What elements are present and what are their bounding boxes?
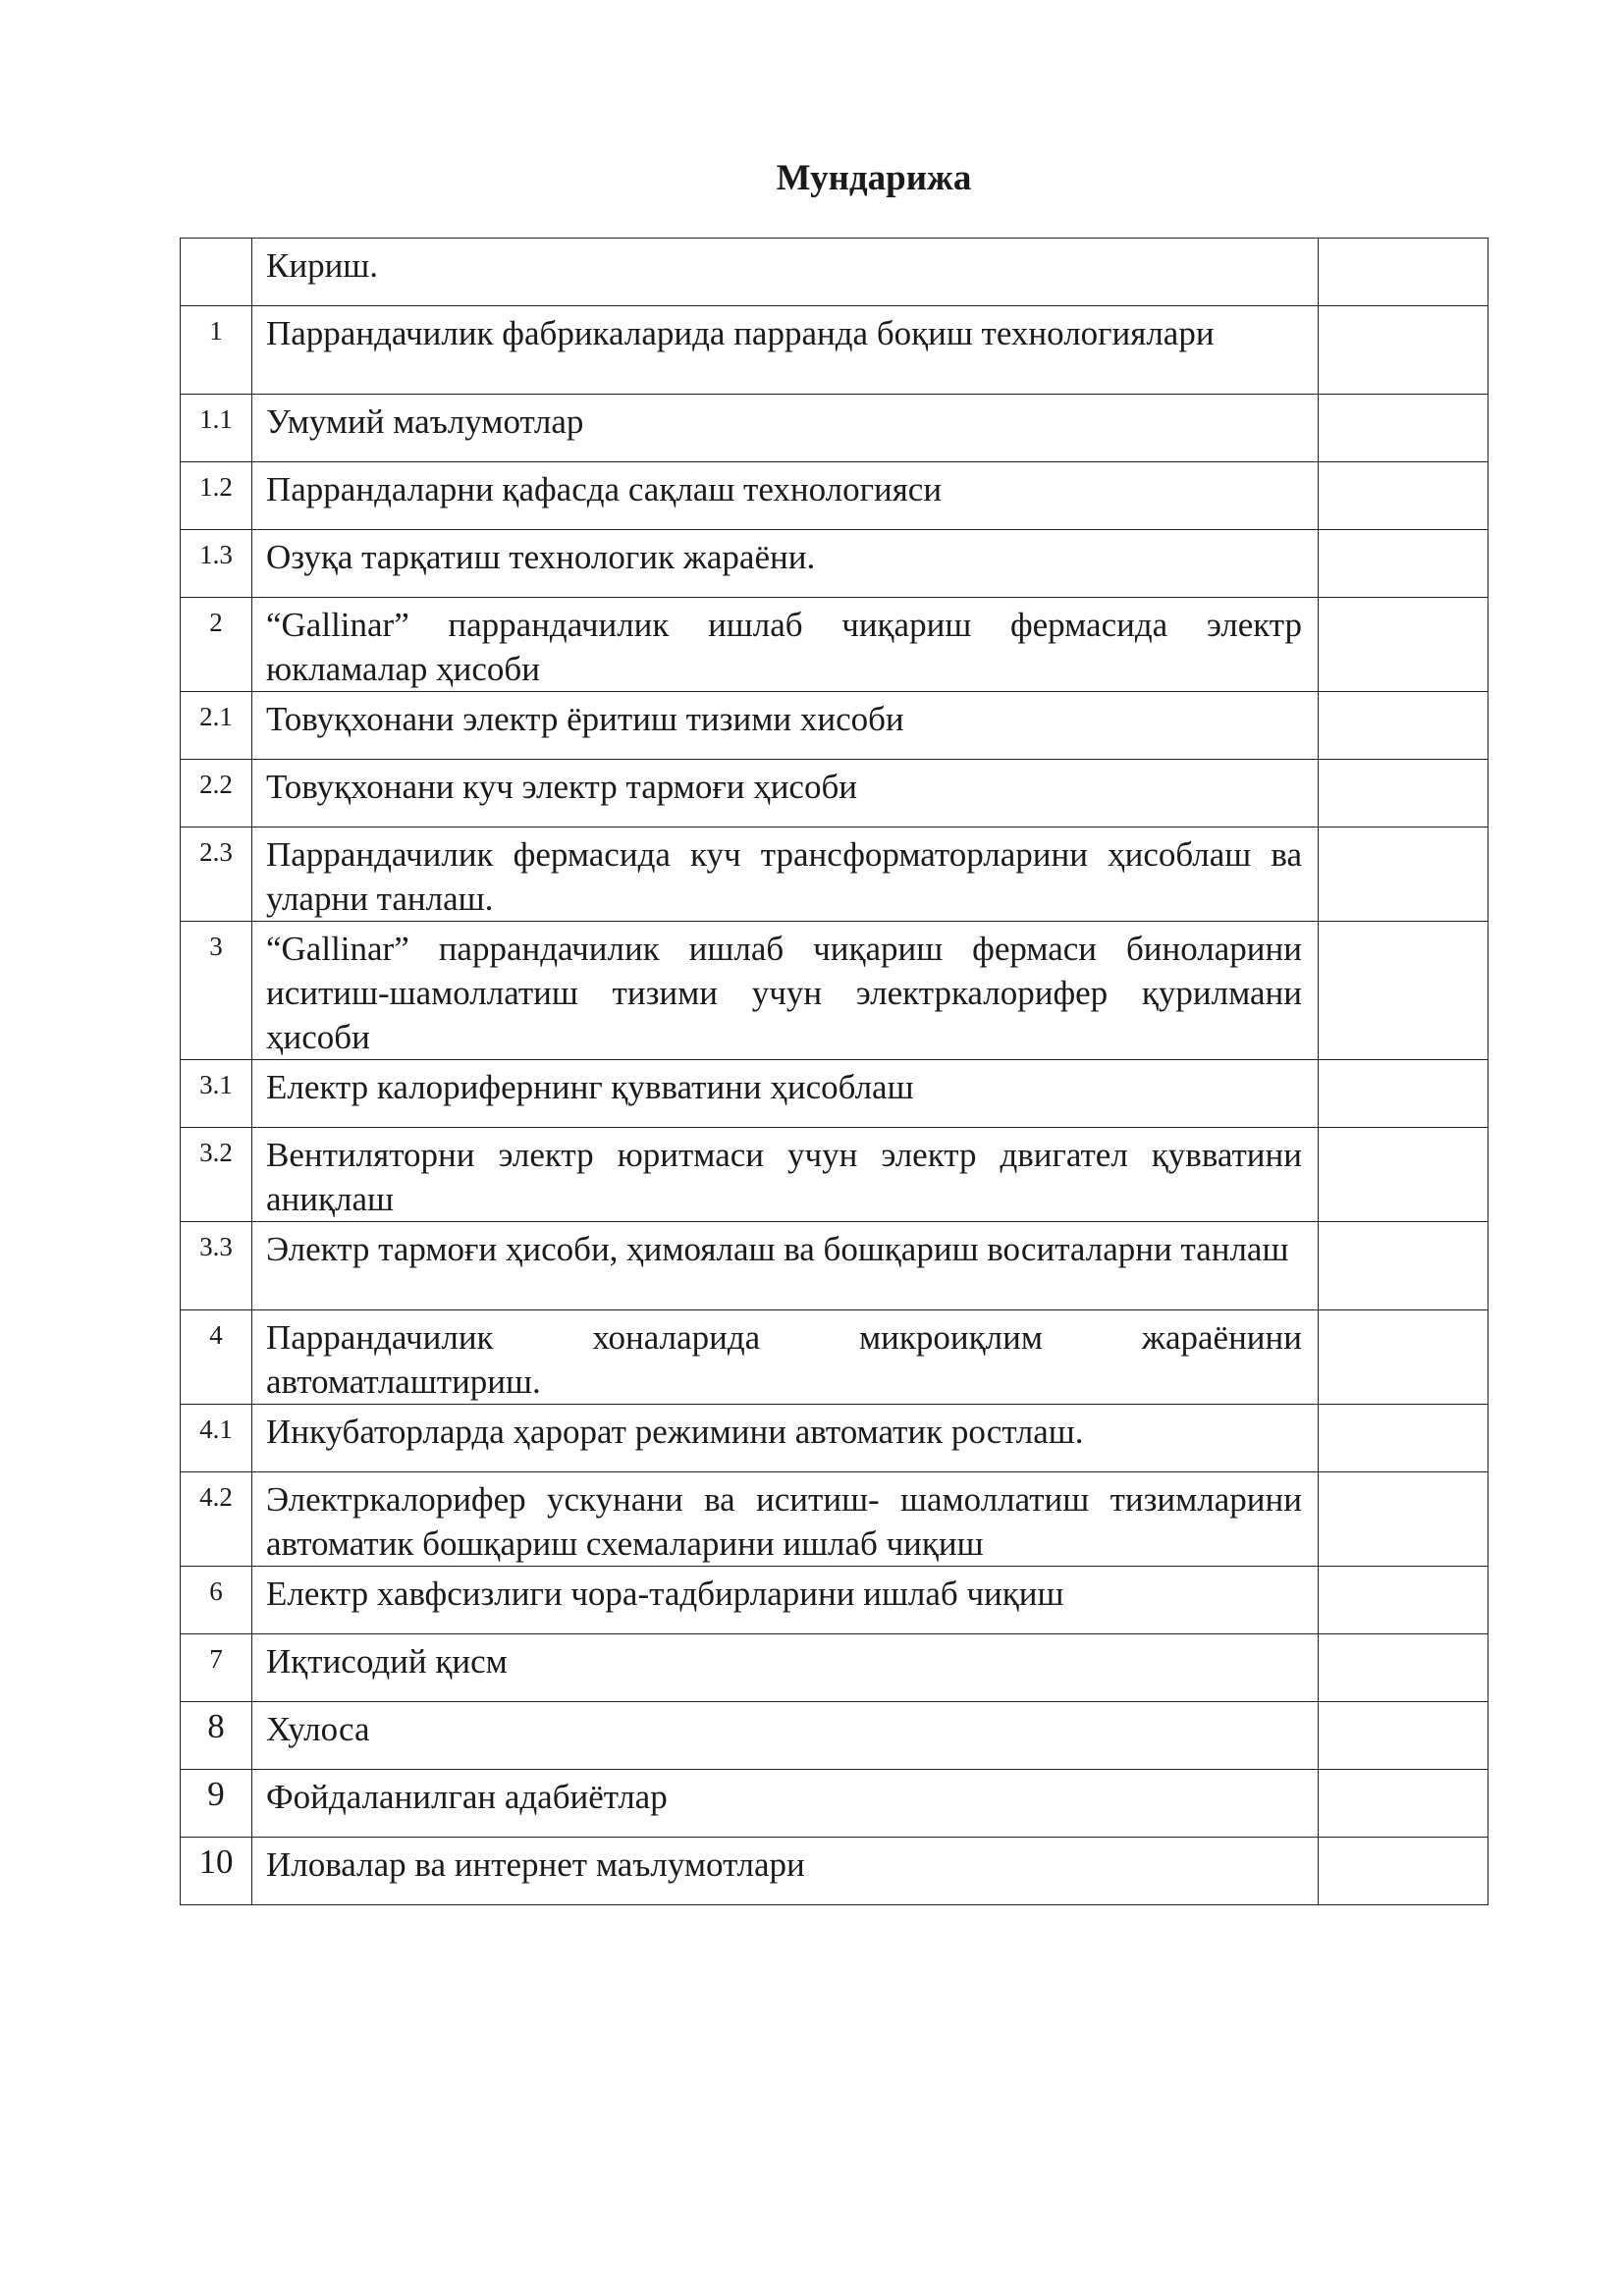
toc-row [181, 1702, 1489, 1770]
toc-row-number: 2.1 [181, 692, 252, 760]
toc-row-title: Кириш. [252, 239, 1319, 306]
toc-row-title: Електр калорифернинг қувватини ҳисоблаш [252, 1060, 1319, 1128]
toc-row-number: 8 [181, 1702, 252, 1770]
toc-row [181, 306, 1489, 395]
toc-row-title: “Gallinar” паррандачилик ишлаб чиқариш фермаси биноларини иситиш-шамоллатиш тизими учун электркалорифер қурилмани ҳисоби [252, 922, 1319, 1060]
page-title: Мундарижа [776, 158, 972, 198]
toc-row-page [1319, 760, 1489, 828]
toc-row [181, 598, 1489, 692]
toc-row-title: “Gallinar” паррандачилик ишлаб чиқариш фермасида электр юкламалар ҳисоби [252, 598, 1319, 692]
toc-row-number: 9 [181, 1770, 252, 1838]
toc-row-number: 6 [181, 1567, 252, 1634]
toc-row-title: Товуқхонани куч электр тармоғи ҳисоби [252, 760, 1319, 828]
toc-row-page [1319, 692, 1489, 760]
toc-body [181, 239, 1489, 1905]
toc-row-title: Паррандачилик фермасида куч трансформаторларини ҳисоблаш ва уларни танлаш. [252, 828, 1319, 922]
toc-row [181, 1405, 1489, 1472]
toc-row [181, 1060, 1489, 1128]
toc-row [181, 530, 1489, 598]
toc-row [181, 1472, 1489, 1567]
toc-row-title: Товуқхонани электр ёритиш тизими хисоби [252, 692, 1319, 760]
toc-row-number: 1.3 [181, 530, 252, 598]
toc-row-number: 2 [181, 598, 252, 692]
toc-row-title: Умумий маълумотлар [252, 395, 1319, 462]
toc-row-page [1319, 530, 1489, 598]
toc-row [181, 1770, 1489, 1838]
toc-row [181, 462, 1489, 530]
toc-row [181, 239, 1489, 306]
toc-row-number: 1 [181, 306, 252, 395]
toc-row-number: 3.2 [181, 1128, 252, 1222]
toc-row [181, 1838, 1489, 1905]
toc-row-number: 3 [181, 922, 252, 1060]
toc-row-title: Иқтисодий қисм [252, 1634, 1319, 1702]
toc-row-title: Электркалорифер ускунани ва иситиш- шамоллатиш тизимларини автоматик бошқариш схемаларини ишлаб чиқиш [252, 1472, 1319, 1567]
toc-row-number: 2.2 [181, 760, 252, 828]
toc-row-number: 7 [181, 1634, 252, 1702]
toc-row-page [1319, 598, 1489, 692]
toc-row-title: Хулоса [252, 1702, 1319, 1770]
toc-row-page [1319, 239, 1489, 306]
toc-row-page [1319, 395, 1489, 462]
toc-row [181, 760, 1489, 828]
toc-row-number: 4.1 [181, 1405, 252, 1472]
toc-row-page [1319, 1060, 1489, 1128]
toc-row-number: 4.2 [181, 1472, 252, 1567]
toc-row-page [1319, 1770, 1489, 1838]
toc-row-title: Вентиляторни электр юритмаси учун электр двигател қувватини аниқлаш [252, 1128, 1319, 1222]
toc-row-number: 4 [181, 1310, 252, 1405]
toc-row-page [1319, 1128, 1489, 1222]
toc-row-title: Иловалар ва интернет маълумотлари [252, 1838, 1319, 1905]
toc-row-page [1319, 1310, 1489, 1405]
toc-row-title: Электр тармоғи ҳисоби, ҳимоялаш ва бошқариш воситаларни танлаш [252, 1222, 1319, 1310]
toc-row-page [1319, 1567, 1489, 1634]
toc-row-number [181, 239, 252, 306]
toc-row-number: 2.3 [181, 828, 252, 922]
toc-row-page [1319, 1222, 1489, 1310]
toc-row [181, 828, 1489, 922]
toc-row-page [1319, 462, 1489, 530]
toc-row-title: Електр хавфсизлиги чора-тадбирларини ишлаб чиқиш [252, 1567, 1319, 1634]
toc-table [180, 238, 1489, 1905]
toc-row-page [1319, 1405, 1489, 1472]
toc-row-page [1319, 1472, 1489, 1567]
toc-row-number: 1.1 [181, 395, 252, 462]
toc-row-title: Паррандачилик фабрикаларида парранда боқиш технологиялари [252, 306, 1319, 395]
toc-row-page [1319, 1838, 1489, 1905]
toc-row-number: 3.1 [181, 1060, 252, 1128]
toc-row [181, 1222, 1489, 1310]
toc-row-page [1319, 828, 1489, 922]
toc-row-title: Фойдаланилган адабиётлар [252, 1770, 1319, 1838]
toc-row [181, 692, 1489, 760]
toc-row [181, 1128, 1489, 1222]
toc-row-page [1319, 1634, 1489, 1702]
toc-row-number: 3.3 [181, 1222, 252, 1310]
toc-row [181, 1567, 1489, 1634]
toc-row-title: Озуқа тарқатиш технологик жараёни. [252, 530, 1319, 598]
toc-row [181, 395, 1489, 462]
toc-row-page [1319, 922, 1489, 1060]
toc-row [181, 922, 1489, 1060]
toc-row-title: Паррандаларни қафасда сақлаш технологияси [252, 462, 1319, 530]
toc-row-title: Инкубаторларда ҳарорат режимини автоматик ростлаш. [252, 1405, 1319, 1472]
toc-row-page [1319, 1702, 1489, 1770]
toc-row-title: Паррандачилик хоналарида микроиқлим жараёнини автоматлаштириш. [252, 1310, 1319, 1405]
toc-row-page [1319, 306, 1489, 395]
toc-row [181, 1310, 1489, 1405]
toc-row-number: 1.2 [181, 462, 252, 530]
toc-row-number: 10 [181, 1838, 252, 1905]
toc-row [181, 1634, 1489, 1702]
